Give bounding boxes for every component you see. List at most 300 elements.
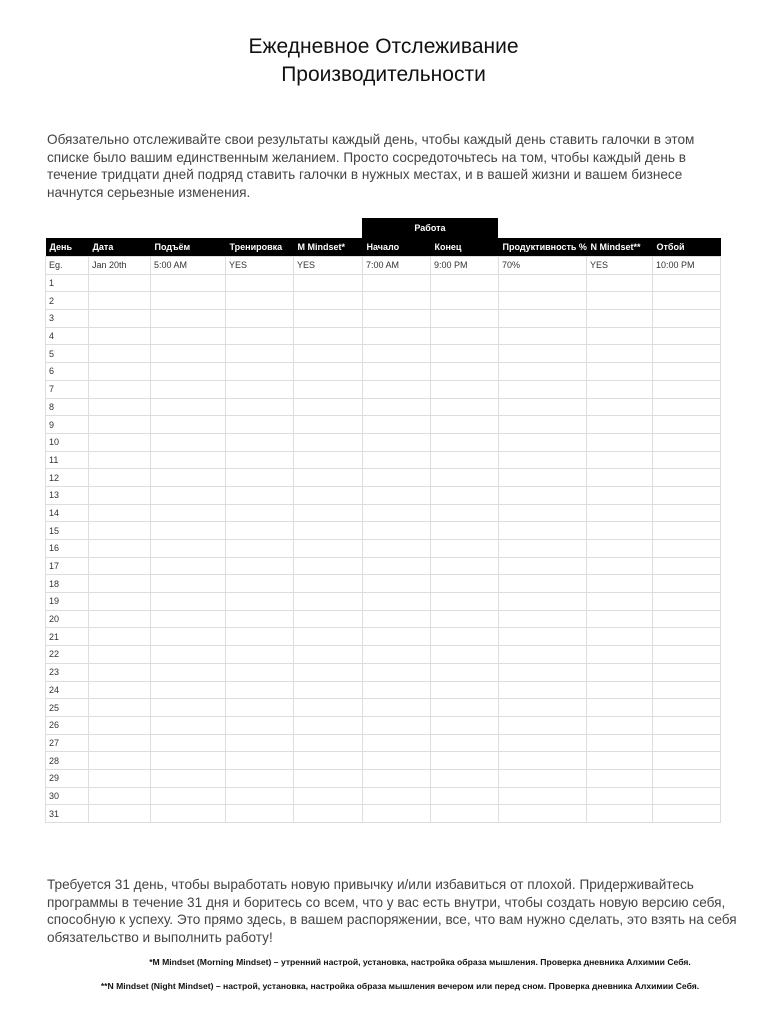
entry-cell[interactable] (499, 380, 587, 398)
entry-cell[interactable] (653, 327, 721, 345)
entry-cell[interactable] (226, 575, 294, 593)
entry-cell[interactable] (294, 557, 363, 575)
entry-cell[interactable] (363, 345, 431, 363)
entry-cell[interactable] (294, 416, 363, 434)
column-header: Дата (89, 238, 151, 257)
day-number: 28 (46, 752, 89, 770)
entry-cell[interactable] (587, 734, 653, 752)
entry-cell[interactable] (151, 398, 226, 416)
entry-cell[interactable] (89, 646, 151, 664)
entry-cell[interactable] (499, 363, 587, 381)
entry-cell[interactable] (587, 628, 653, 646)
entry-cell[interactable] (499, 486, 587, 504)
entry-cell[interactable] (587, 327, 653, 345)
entry-cell[interactable] (151, 416, 226, 434)
entry-cell[interactable] (294, 433, 363, 451)
entry-cell[interactable] (294, 752, 363, 770)
entry-cell[interactable] (294, 593, 363, 611)
entry-cell[interactable] (89, 734, 151, 752)
entry-cell[interactable] (431, 363, 499, 381)
entry-cell[interactable] (294, 345, 363, 363)
entry-cell[interactable] (587, 469, 653, 487)
entry-cell[interactable] (226, 734, 294, 752)
entry-cell[interactable] (151, 292, 226, 310)
entry-cell[interactable] (294, 451, 363, 469)
entry-cell[interactable] (431, 805, 499, 823)
entry-cell[interactable] (89, 716, 151, 734)
table-row (46, 292, 721, 310)
entry-cell[interactable] (226, 504, 294, 522)
entry-cell[interactable] (226, 522, 294, 540)
example-cell: 10:00 PM (653, 257, 721, 275)
entry-cell[interactable] (89, 451, 151, 469)
entry-cell[interactable] (587, 363, 653, 381)
entry-cell[interactable] (499, 540, 587, 558)
entry-cell[interactable] (363, 681, 431, 699)
entry-cell[interactable] (363, 486, 431, 504)
entry-cell[interactable] (653, 752, 721, 770)
entry-cell[interactable] (587, 716, 653, 734)
entry-cell[interactable] (653, 769, 721, 787)
entry-cell[interactable] (294, 805, 363, 823)
entry-cell[interactable] (653, 398, 721, 416)
entry-cell[interactable] (653, 274, 721, 292)
entry-cell[interactable] (151, 327, 226, 345)
entry-cell[interactable] (226, 805, 294, 823)
entry-cell[interactable] (151, 752, 226, 770)
entry-cell[interactable] (151, 504, 226, 522)
entry-cell[interactable] (151, 734, 226, 752)
entry-cell[interactable] (226, 716, 294, 734)
entry-cell[interactable] (653, 610, 721, 628)
entry-cell[interactable] (363, 769, 431, 787)
entry-cell[interactable] (431, 681, 499, 699)
entry-cell[interactable] (499, 787, 587, 805)
entry-cell[interactable] (431, 610, 499, 628)
entry-cell[interactable] (363, 292, 431, 310)
entry-cell[interactable] (226, 699, 294, 717)
entry-cell[interactable] (226, 752, 294, 770)
entry-cell[interactable] (89, 433, 151, 451)
entry-cell[interactable] (151, 486, 226, 504)
entry-cell[interactable] (363, 433, 431, 451)
entry-cell[interactable] (363, 787, 431, 805)
entry-cell[interactable] (363, 628, 431, 646)
entry-cell[interactable] (499, 274, 587, 292)
entry-cell[interactable] (431, 557, 499, 575)
entry-cell[interactable] (89, 327, 151, 345)
entry-cell[interactable] (89, 504, 151, 522)
entry-cell[interactable] (363, 610, 431, 628)
entry-cell[interactable] (499, 646, 587, 664)
entry-cell[interactable] (653, 575, 721, 593)
table-row (46, 522, 721, 540)
entry-cell[interactable] (151, 805, 226, 823)
entry-cell[interactable] (499, 557, 587, 575)
entry-cell[interactable] (294, 663, 363, 681)
entry-cell[interactable] (363, 327, 431, 345)
entry-cell[interactable] (499, 416, 587, 434)
entry-cell[interactable] (363, 451, 431, 469)
entry-cell[interactable] (294, 292, 363, 310)
entry-cell[interactable] (587, 769, 653, 787)
entry-cell[interactable] (226, 398, 294, 416)
entry-cell[interactable] (653, 699, 721, 717)
entry-cell[interactable] (587, 310, 653, 328)
entry-cell[interactable] (294, 787, 363, 805)
table-row (46, 327, 721, 345)
entry-cell[interactable] (89, 398, 151, 416)
entry-cell[interactable] (151, 469, 226, 487)
entry-cell[interactable] (89, 363, 151, 381)
entry-cell[interactable] (226, 310, 294, 328)
entry-cell[interactable] (499, 593, 587, 611)
entry-cell[interactable] (363, 540, 431, 558)
entry-cell[interactable] (226, 380, 294, 398)
entry-cell[interactable] (294, 522, 363, 540)
entry-cell[interactable] (587, 787, 653, 805)
entry-cell[interactable] (363, 699, 431, 717)
entry-cell[interactable] (294, 575, 363, 593)
entry-cell[interactable] (151, 451, 226, 469)
entry-cell[interactable] (653, 681, 721, 699)
entry-cell[interactable] (151, 716, 226, 734)
entry-cell[interactable] (151, 433, 226, 451)
column-header: Тренировка (226, 238, 294, 257)
entry-cell[interactable] (653, 557, 721, 575)
entry-cell[interactable] (151, 380, 226, 398)
entry-cell[interactable] (294, 610, 363, 628)
entry-cell[interactable] (226, 433, 294, 451)
entry-cell[interactable] (653, 469, 721, 487)
column-header: Конец (431, 238, 499, 257)
entry-cell[interactable] (499, 734, 587, 752)
entry-cell[interactable] (431, 345, 499, 363)
entry-cell[interactable] (431, 769, 499, 787)
table-row (46, 310, 721, 328)
entry-cell[interactable] (363, 416, 431, 434)
entry-cell[interactable] (151, 699, 226, 717)
table-row (46, 363, 721, 381)
entry-cell[interactable] (226, 451, 294, 469)
entry-cell[interactable] (653, 628, 721, 646)
entry-cell[interactable] (363, 593, 431, 611)
entry-cell[interactable] (226, 486, 294, 504)
entry-cell[interactable] (89, 610, 151, 628)
day-number: 31 (46, 805, 89, 823)
entry-cell[interactable] (226, 593, 294, 611)
entry-cell[interactable] (499, 345, 587, 363)
entry-cell[interactable] (151, 522, 226, 540)
entry-cell[interactable] (89, 663, 151, 681)
entry-cell[interactable] (587, 805, 653, 823)
entry-cell[interactable] (431, 522, 499, 540)
entry-cell[interactable] (431, 469, 499, 487)
entry-cell[interactable] (226, 345, 294, 363)
entry-cell[interactable] (587, 540, 653, 558)
example-row (46, 257, 721, 275)
entry-cell[interactable] (431, 734, 499, 752)
entry-cell[interactable] (294, 310, 363, 328)
entry-cell[interactable] (499, 398, 587, 416)
entry-cell[interactable] (499, 610, 587, 628)
entry-cell[interactable] (89, 787, 151, 805)
entry-cell[interactable] (89, 628, 151, 646)
entry-cell[interactable] (89, 575, 151, 593)
entry-cell[interactable] (89, 469, 151, 487)
entry-cell[interactable] (431, 699, 499, 717)
entry-cell[interactable] (587, 398, 653, 416)
entry-cell[interactable] (587, 486, 653, 504)
entry-cell[interactable] (363, 504, 431, 522)
entry-cell[interactable] (431, 416, 499, 434)
entry-cell[interactable] (89, 593, 151, 611)
day-number: 11 (46, 451, 89, 469)
entry-cell[interactable] (294, 380, 363, 398)
entry-cell[interactable] (653, 310, 721, 328)
entry-cell[interactable] (89, 345, 151, 363)
entry-cell[interactable] (151, 310, 226, 328)
entry-cell[interactable] (151, 540, 226, 558)
entry-cell[interactable] (431, 752, 499, 770)
entry-cell[interactable] (499, 310, 587, 328)
entry-cell[interactable] (653, 486, 721, 504)
entry-cell[interactable] (431, 628, 499, 646)
entry-cell[interactable] (363, 663, 431, 681)
entry-cell[interactable] (226, 646, 294, 664)
entry-cell[interactable] (431, 787, 499, 805)
entry-cell[interactable] (89, 416, 151, 434)
entry-cell[interactable] (587, 610, 653, 628)
entry-cell[interactable] (294, 327, 363, 345)
entry-cell[interactable] (653, 380, 721, 398)
entry-cell[interactable] (587, 593, 653, 611)
entry-cell[interactable] (431, 274, 499, 292)
entry-cell[interactable] (294, 504, 363, 522)
entry-cell[interactable] (226, 292, 294, 310)
entry-cell[interactable] (151, 274, 226, 292)
entry-cell[interactable] (499, 292, 587, 310)
entry-cell[interactable] (151, 575, 226, 593)
entry-cell[interactable] (151, 345, 226, 363)
entry-cell[interactable] (499, 699, 587, 717)
day-number: 1 (46, 274, 89, 292)
entry-cell[interactable] (151, 557, 226, 575)
entry-cell[interactable] (431, 380, 499, 398)
entry-cell[interactable] (151, 787, 226, 805)
entry-cell[interactable] (89, 752, 151, 770)
entry-cell[interactable] (294, 628, 363, 646)
entry-cell[interactable] (363, 363, 431, 381)
entry-cell[interactable] (653, 787, 721, 805)
column-header: N Mindset** (587, 238, 653, 257)
entry-cell[interactable] (499, 769, 587, 787)
entry-cell[interactable] (151, 646, 226, 664)
entry-cell[interactable] (653, 734, 721, 752)
entry-cell[interactable] (653, 646, 721, 664)
entry-cell[interactable] (226, 787, 294, 805)
entry-cell[interactable] (294, 716, 363, 734)
entry-cell[interactable] (294, 274, 363, 292)
entry-cell[interactable] (587, 681, 653, 699)
entry-cell[interactable] (653, 663, 721, 681)
entry-cell[interactable] (294, 486, 363, 504)
entry-cell[interactable] (499, 716, 587, 734)
entry-cell[interactable] (89, 805, 151, 823)
entry-cell[interactable] (431, 575, 499, 593)
entry-cell[interactable] (653, 363, 721, 381)
entry-cell[interactable] (363, 557, 431, 575)
entry-cell[interactable] (89, 380, 151, 398)
entry-cell[interactable] (226, 557, 294, 575)
entry-cell[interactable] (226, 769, 294, 787)
entry-cell[interactable] (653, 805, 721, 823)
entry-cell[interactable] (587, 522, 653, 540)
entry-cell[interactable] (226, 363, 294, 381)
entry-cell[interactable] (89, 699, 151, 717)
entry-cell[interactable] (653, 345, 721, 363)
entry-cell[interactable] (363, 469, 431, 487)
entry-cell[interactable] (151, 610, 226, 628)
entry-cell[interactable] (226, 540, 294, 558)
day-number: 25 (46, 699, 89, 717)
entry-cell[interactable] (587, 416, 653, 434)
entry-cell[interactable] (499, 469, 587, 487)
entry-cell[interactable] (431, 292, 499, 310)
entry-cell[interactable] (587, 451, 653, 469)
entry-cell[interactable] (363, 522, 431, 540)
entry-cell[interactable] (89, 522, 151, 540)
entry-cell[interactable] (89, 486, 151, 504)
entry-cell[interactable] (499, 752, 587, 770)
entry-cell[interactable] (294, 769, 363, 787)
entry-cell[interactable] (363, 274, 431, 292)
entry-cell[interactable] (151, 593, 226, 611)
entry-cell[interactable] (431, 451, 499, 469)
entry-cell[interactable] (89, 310, 151, 328)
entry-cell[interactable] (294, 699, 363, 717)
entry-cell[interactable] (499, 451, 587, 469)
entry-cell[interactable] (499, 522, 587, 540)
entry-cell[interactable] (499, 663, 587, 681)
entry-cell[interactable] (151, 363, 226, 381)
entry-cell[interactable] (653, 716, 721, 734)
entry-cell[interactable] (294, 540, 363, 558)
entry-cell[interactable] (294, 681, 363, 699)
entry-cell[interactable] (431, 504, 499, 522)
entry-cell[interactable] (431, 327, 499, 345)
entry-cell[interactable] (431, 716, 499, 734)
entry-cell[interactable] (587, 752, 653, 770)
entry-cell[interactable] (151, 628, 226, 646)
entry-cell[interactable] (226, 610, 294, 628)
entry-cell[interactable] (226, 681, 294, 699)
entry-cell[interactable] (363, 310, 431, 328)
entry-cell[interactable] (363, 398, 431, 416)
entry-cell[interactable] (431, 398, 499, 416)
entry-cell[interactable] (653, 433, 721, 451)
title-line-2: Производительности (281, 63, 486, 86)
entry-cell[interactable] (363, 646, 431, 664)
entry-cell[interactable] (587, 646, 653, 664)
entry-cell[interactable] (363, 734, 431, 752)
entry-cell[interactable] (151, 681, 226, 699)
entry-cell[interactable] (226, 663, 294, 681)
entry-cell[interactable] (587, 380, 653, 398)
entry-cell[interactable] (294, 398, 363, 416)
entry-cell[interactable] (363, 380, 431, 398)
entry-cell[interactable] (431, 486, 499, 504)
entry-cell[interactable] (89, 292, 151, 310)
day-number: 23 (46, 663, 89, 681)
entry-cell[interactable] (653, 593, 721, 611)
entry-cell[interactable] (226, 274, 294, 292)
entry-cell[interactable] (89, 681, 151, 699)
entry-cell[interactable] (151, 663, 226, 681)
entry-cell[interactable] (499, 327, 587, 345)
entry-cell[interactable] (431, 540, 499, 558)
entry-cell[interactable] (431, 663, 499, 681)
entry-cell[interactable] (363, 716, 431, 734)
entry-cell[interactable] (294, 734, 363, 752)
entry-cell[interactable] (653, 504, 721, 522)
entry-cell[interactable] (587, 274, 653, 292)
entry-cell[interactable] (89, 769, 151, 787)
table-row (46, 663, 721, 681)
entry-cell[interactable] (89, 557, 151, 575)
entry-cell[interactable] (499, 575, 587, 593)
entry-cell[interactable] (89, 540, 151, 558)
entry-cell[interactable] (431, 310, 499, 328)
entry-cell[interactable] (431, 593, 499, 611)
entry-cell[interactable] (499, 628, 587, 646)
entry-cell[interactable] (587, 292, 653, 310)
entry-cell[interactable] (499, 681, 587, 699)
entry-cell[interactable] (587, 699, 653, 717)
entry-cell[interactable] (294, 469, 363, 487)
entry-cell[interactable] (587, 433, 653, 451)
entry-cell[interactable] (587, 504, 653, 522)
entry-cell[interactable] (363, 752, 431, 770)
entry-cell[interactable] (294, 363, 363, 381)
entry-cell[interactable] (499, 504, 587, 522)
entry-cell[interactable] (587, 575, 653, 593)
entry-cell[interactable] (226, 327, 294, 345)
example-cell: 5:00 AM (151, 257, 226, 275)
entry-cell[interactable] (499, 805, 587, 823)
entry-cell[interactable] (89, 274, 151, 292)
entry-cell[interactable] (226, 628, 294, 646)
entry-cell[interactable] (653, 416, 721, 434)
entry-cell[interactable] (363, 575, 431, 593)
entry-cell[interactable] (151, 769, 226, 787)
entry-cell[interactable] (587, 345, 653, 363)
entry-cell[interactable] (431, 433, 499, 451)
entry-cell[interactable] (226, 416, 294, 434)
entry-cell[interactable] (226, 469, 294, 487)
entry-cell[interactable] (294, 646, 363, 664)
entry-cell[interactable] (587, 663, 653, 681)
entry-cell[interactable] (587, 557, 653, 575)
entry-cell[interactable] (653, 522, 721, 540)
entry-cell[interactable] (653, 292, 721, 310)
entry-cell[interactable] (431, 646, 499, 664)
table-row (46, 486, 721, 504)
entry-cell[interactable] (653, 540, 721, 558)
entry-cell[interactable] (363, 805, 431, 823)
entry-cell[interactable] (499, 433, 587, 451)
entry-cell[interactable] (653, 451, 721, 469)
